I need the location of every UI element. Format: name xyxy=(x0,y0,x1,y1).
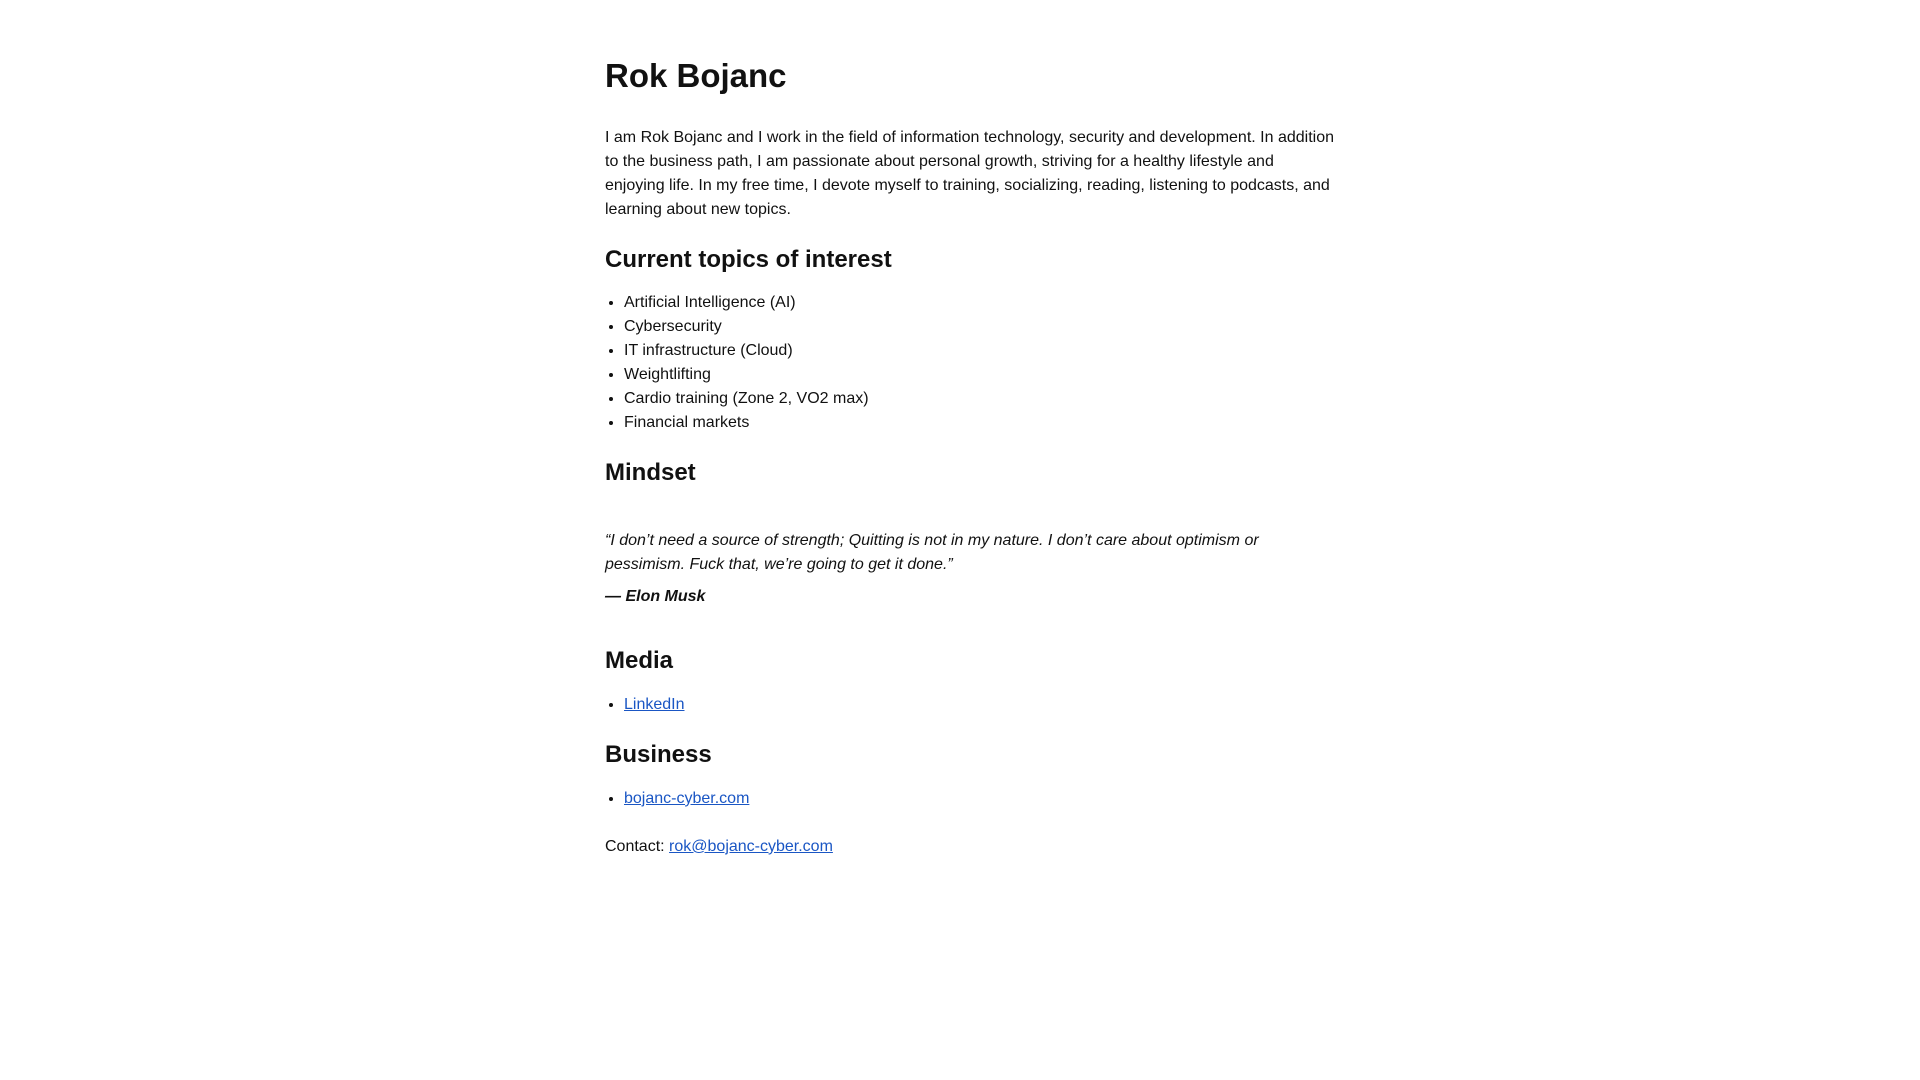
business-list xyxy=(605,787,1335,811)
topics-list xyxy=(605,291,1335,435)
contact-label: Contact: xyxy=(605,837,665,855)
media-heading: Media xyxy=(605,647,674,675)
contact-line xyxy=(605,835,1335,859)
list-item: • Financial markets xyxy=(624,411,1335,435)
list-item xyxy=(624,693,1335,717)
quote-author: — Elon Musk xyxy=(605,588,706,606)
topics-heading: Current topics of interest xyxy=(605,245,892,273)
mindset-heading: Mindset xyxy=(605,459,696,487)
list-item: • IT infrastructure (Cloud) xyxy=(624,339,1335,363)
list-item: • Cardio training (Zone 2, VO2 max) xyxy=(624,387,1335,411)
list-item: • Cybersecurity xyxy=(624,315,1335,339)
media-list xyxy=(605,693,1335,717)
linkedin-link[interactable]: LinkedIn xyxy=(624,695,685,713)
list-item: • Artificial Intelligence (AI) xyxy=(624,291,1335,315)
intro-paragraph: I am Rok Bojanc and I work in the field of information technology, security and development. In addition to the business path, I am passionate about personal growth, striving for a healthy lifestyle and enjoying life. In my free time, I devote myself to training, socializing, reading, listening to podcasts, and learning about new topics. xyxy=(605,128,1334,218)
list-item: • Weightlifting xyxy=(624,363,1335,387)
business-website-link[interactable]: bojanc-cyber.com xyxy=(624,789,750,807)
page-title: Rok Bojanc xyxy=(605,57,787,94)
contact-email-link[interactable]: rok@bojanc-cyber.com xyxy=(669,837,833,855)
page-container xyxy=(605,0,1335,859)
business-heading: Business xyxy=(605,740,712,768)
quote-text: “I don’t need a source of strength; Quitting is not in my nature. I don’t care about optimism or pessimism. Fuck that, we’re going to get it done.” xyxy=(605,532,1259,574)
list-item xyxy=(624,787,1335,811)
mindset-quote xyxy=(605,505,1335,609)
